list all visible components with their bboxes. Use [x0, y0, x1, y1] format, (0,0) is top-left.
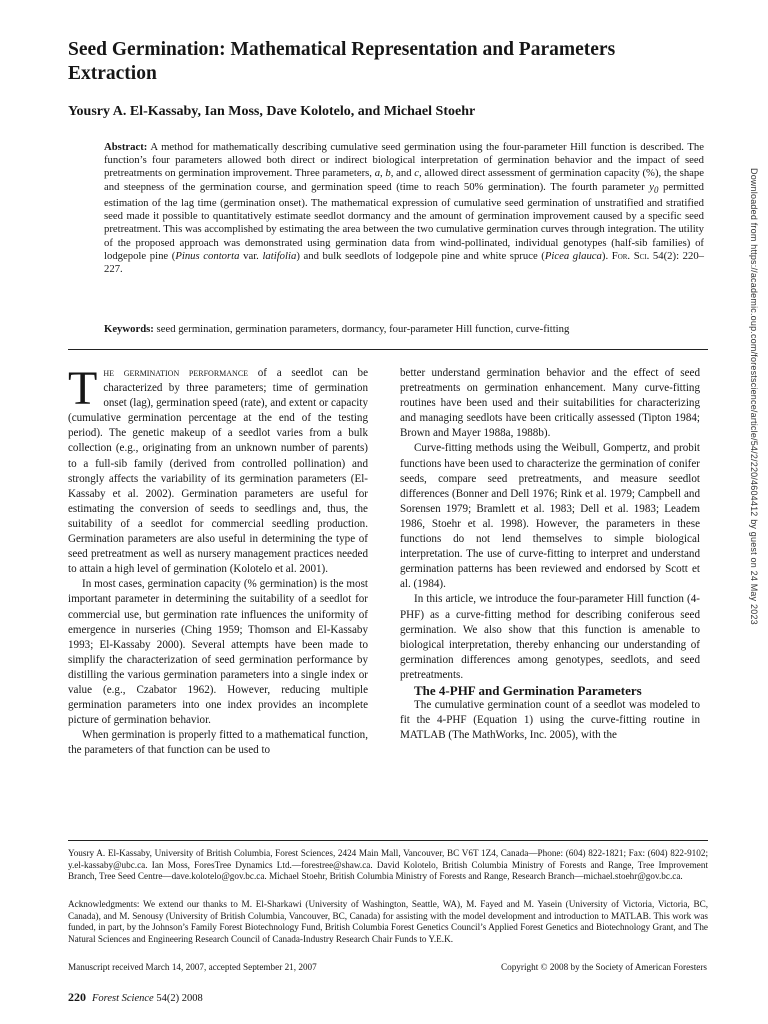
journal-issue: 54(2) 2008: [156, 993, 203, 1004]
body-paragraph: [68, 362, 368, 577]
manuscript-received: Manuscript received March 14, 2007, accepted September 21, 2007: [68, 962, 317, 972]
body-paragraph: When germination is properly fitted to a mathematical function, the parameters of that function can be used to: [68, 729, 368, 757]
abstract-and: , and: [390, 167, 415, 180]
page-number: 220: [68, 990, 86, 1004]
body-paragraph: better understand germination behavior and the effect of seed pretreatments on germination enhancement. Many curve-fitting routines have been used and their suitabilities for characterizing and managing seedlots have been critically assessed (Tipton 1984; Brown and Mayer 1988a, 1988b).: [400, 367, 700, 440]
page-footer: [68, 990, 203, 1005]
author-affiliations: Yousry A. El-Kassaby, University of British Columbia, Forest Sciences, 2424 Main Mall, Vancouver, BC V6T 1Z4, Canada—Phone: (604) 822-1821; Fax: (604) 822-9102; y.el-kassaby@ubc.ca. Ian Moss, ForesTree Dynamics Ltd.—forestree@shaw.ca. David Kolotelo, British Columbia Ministry of Forests and Range, Tree Improvement Branch, Tree Seed Centre—dave.kolotelo@gov.bc.ca. Michael Stoehr, British Columbia Ministry of Forests and Range, Research Branch—michael.stoehr@gov.bc.ca.: [68, 848, 708, 882]
author-list: Yousry A. El-Kassaby, Ian Moss, Dave Kolotelo, and Michael Stoehr: [68, 104, 476, 119]
body-paragraph: Curve-fitting methods using the Weibull, Gompertz, and probit functions have been used to characterize the germination of conifer seeds, compare seed pretreatments, and measure seedlot differences (Bonner and Dell 1976; Rink et al. 1979; Campbell and Sorensen 1979; Bramlett et al. 1983; Dell et al. 1983; Leadem 1986, Stoehr et al. 1998). However, the parameters in these functions do not lend themselves to simple biological interpretation. The use of curve-fitting to interpret and understand germination patterns has been reviewed and endorsed by Scott et al. (1984).: [400, 442, 700, 591]
param-y-subscript: 0: [654, 184, 659, 195]
species-picea: Picea glauca: [544, 249, 602, 262]
abstract-label: Abstract:: [104, 141, 148, 153]
body-paragraph: The cumulative germination count of a seedlot was modeled to fit the 4-PHF (Equation 1) using the curve-fitting routine in MATLAB (The MathWorks, Inc. 2005), with the: [400, 699, 700, 742]
body-column-left: [68, 362, 368, 758]
download-notice: Downloaded from https://academic.oup.com/forestscience/article/54/2/220/4604412 by guest on 24 May 2023: [749, 168, 759, 625]
abstract-var: var.: [239, 249, 263, 262]
abstract-text-5: ).: [601, 249, 612, 262]
keywords: [104, 323, 704, 336]
keywords-text: seed germination, germination parameters, dormancy, four-parameter Hill function, curve-fitting: [153, 323, 570, 335]
footnote-rule: [68, 840, 708, 841]
lead-in: he germination performance: [103, 367, 249, 379]
param-a: a: [374, 167, 381, 180]
citation-pages: 54(2): 220–227.: [104, 249, 705, 275]
body-paragraph: In most cases, germination capacity (% germination) is the most important parameter in determining the suitability of a seedlot for commercial use, but germination rate influences the uniformity of emergence in nurseries (Ching 1959; Thomson and El-Kassaby 1993; El-Kassaby 2000). Several attempts have been made to simplify the characterization of seed germination performance by distilling the various germination parameters into a single index or value (e.g., Czabator 1962). However, reducing multiple germination parameters into one index provides an incomplete picture of germination behavior.: [68, 578, 368, 727]
citation-journal: For. Sci.: [611, 249, 650, 262]
section-heading: The 4-PHF and Germination Parameters: [414, 682, 642, 698]
drop-cap: T: [68, 362, 98, 415]
body-paragraph: In this article, we introduce the four-parameter Hill function (4-PHF) as a curve-fitting method for describing coniferous seed germination. We also show that this function is amenable to biological interpretation, thereby enhancing our understanding of germination differences among genotypes, seedlots, and seed pretreatments.: [400, 593, 700, 681]
abstract-text-4: ) and bulk seedlots of lodgepole pine and white spruce (: [296, 249, 545, 262]
body-column-right: [400, 366, 700, 743]
journal-name: Forest Science: [92, 993, 154, 1004]
download-watermark: [745, 168, 761, 778]
param-b: b: [385, 167, 391, 180]
species-pinus: Pinus contorta: [175, 249, 240, 262]
acknowledgments: Acknowledgments: We extend our thanks to M. El-Sharkawi (University of Washington, Seattle, WA), M. Fayed and M. Yasein (University of Victoria, Victoria, BC, Canada), and M. Senousy (University of British Columbia, Vancouver, BC, Canada) for assisting with the model development and introduction to MATLAB. This work was funded, in part, by the Johnson’s Family Forest Biotechnology Fund, British Columbia Forest Genetics Council’s Applied Forest Genetics and Biotechnology Grant, and The Natural Sciences and Engineering Research Council of Canada-Industry Research Chair Funds to Y.E.K.: [68, 899, 708, 944]
species-latifolia: latifolia: [262, 249, 297, 262]
param-c: c: [414, 167, 420, 180]
paragraph-text: of a seedlot can be characterized by three parameters; time of germination onset (lag), germination speed (rate), and extent or capacity (cumulative germination percentage at the end of the testing period). The genetic makeup of a seedlot varies from a bulk collection (e.g., originating from an unknown number of parents) to a full-sib family (derived from controlled pollination) and strongly affects the variability of its germination parameters (El-Kassaby et al. 2002). Germination parameters are useful for estimating the conversion of seeds to seedlings and, thus, the suitability of a seedlot for commercial seedling production. Germination parameters are also useful in determining the type of seed pretreatment as well as nursery management practices needed to attain a high level of germination (Kolotelo et al. 2001).: [68, 367, 368, 576]
divider-rule: [68, 349, 708, 350]
abstract-text-2: , allowed direct assessment of germination capacity (%), the shape and steepness of the germination course, and germination speed (time to reach 50% germination). The fourth parameter: [104, 167, 704, 193]
abstract-comma: ,: [380, 167, 386, 180]
article-title: Seed Germination: Mathematical Representation and Parameters Extraction: [68, 39, 616, 84]
abstract-text-3: permitted estimation of the lag time (germination onset). The mathematical expression of cumulative seed germination of unstratified and stratified seed made it possible to quantitatively estimate seedlot dormancy and the amount of germination improvement caused by a specific seed pretreatment. This was accomplished by estimating the area between the two cumulative germination curves through integration. The utility of the proposed approach was demonstrated using germination data from wind-pollinated, individual genotypes (half-sib families) of lodgepole pine (: [104, 180, 704, 262]
abstract-text-1: A method for mathematically describing cumulative seed germination using the four-parameter Hill function is described. The function’s four parameters allowed both direct or indirect biological interpretation of germination behavior and the impact of seed pretreatments on germination improvement. Three parameters,: [104, 141, 704, 180]
keywords-label: Keywords:: [104, 323, 154, 335]
param-y: y: [649, 180, 655, 193]
copyright-notice: Copyright © 2008 by the Society of American Foresters: [500, 962, 707, 972]
abstract: [104, 141, 704, 276]
